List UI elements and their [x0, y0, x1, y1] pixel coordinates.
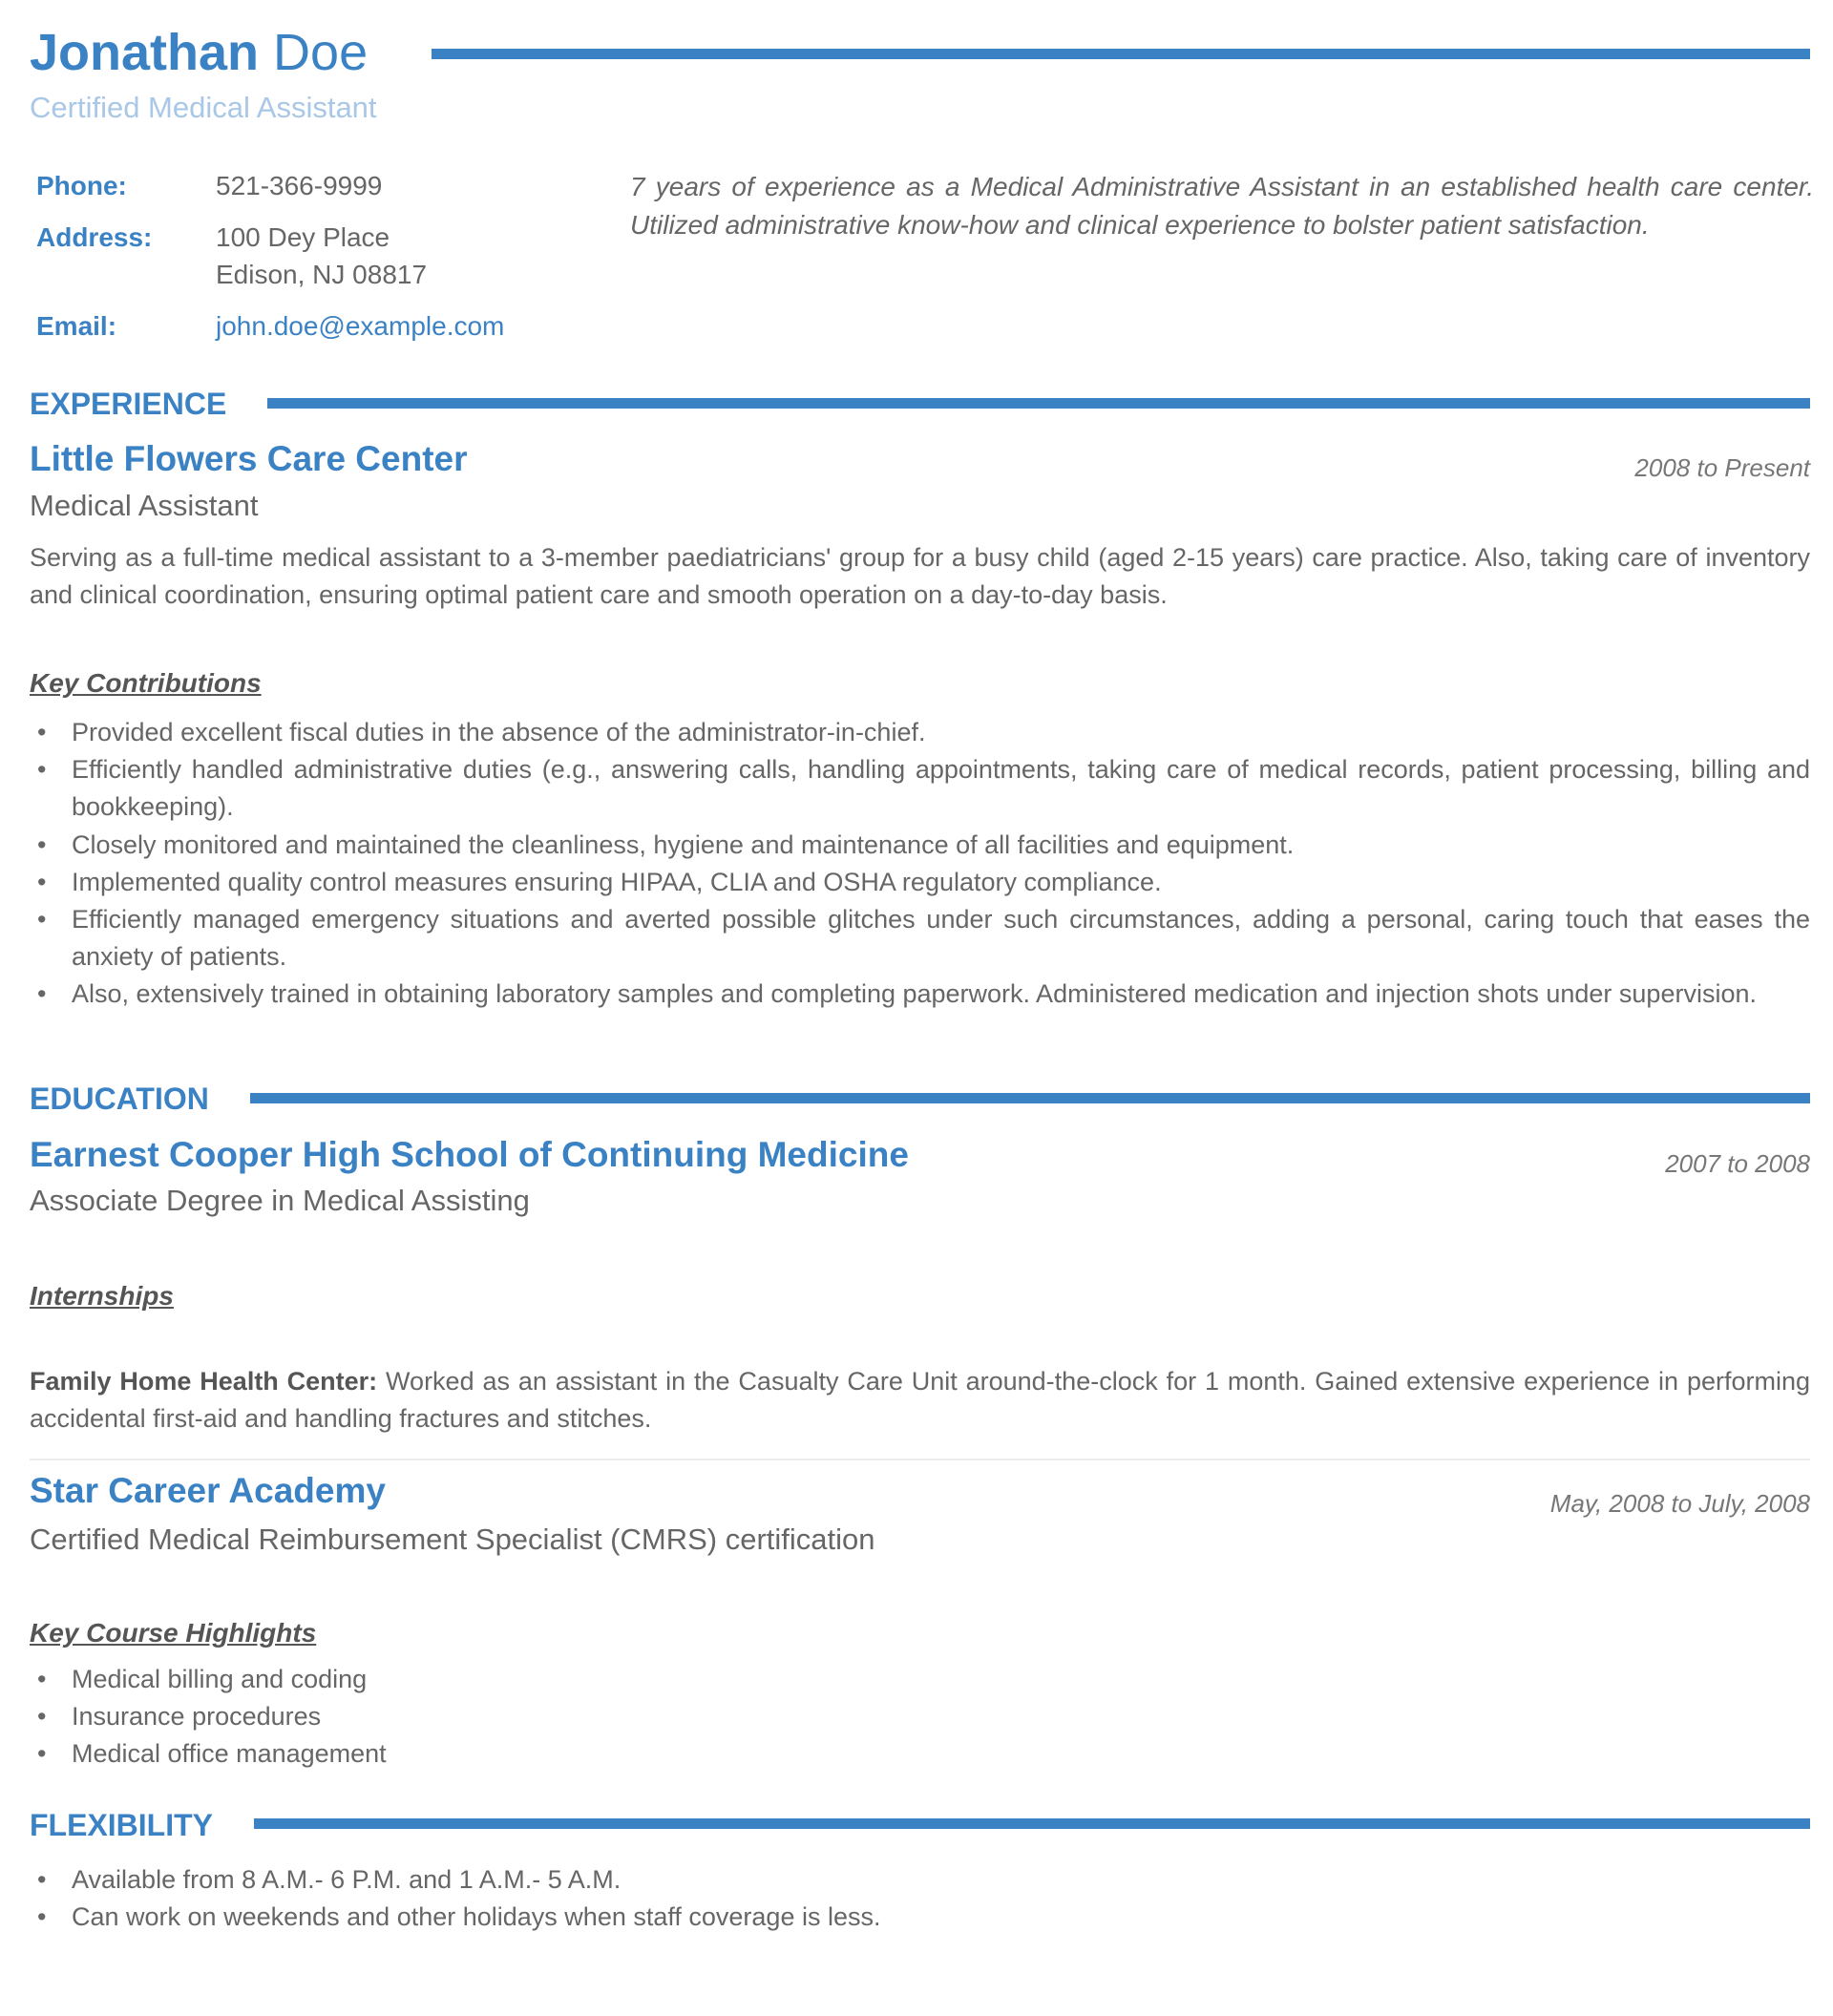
list-item: • Medical office management: [30, 1735, 1810, 1773]
list-item: • Implemented quality control measures ensuring HIPAA, CLIA and OSHA regulatory compliance.: [30, 864, 1810, 901]
candidate-title: Certified Medical Assistant: [30, 91, 377, 124]
address-line2: Edison, NJ 08817: [216, 260, 428, 289]
last-name: Doe: [273, 24, 369, 81]
email-label: Email:: [36, 311, 117, 341]
school1-degree: Associate Degree in Medical Assisting: [30, 1184, 530, 1217]
candidate-name: [30, 21, 368, 84]
school2-dates: May, 2008 to July, 2008: [1549, 1489, 1810, 1518]
address-line1: 100 Dey Place: [216, 222, 390, 252]
education-heading: EDUCATION: [30, 1082, 209, 1116]
experience-org: Little Flowers Care Center: [30, 439, 468, 478]
email-link[interactable]: john.doe@example.com: [216, 311, 505, 341]
divider: [30, 1459, 1810, 1460]
highlights-heading: Key Course Highlights: [30, 1618, 317, 1648]
first-name: Jonathan: [30, 24, 260, 81]
internships-heading: Internships: [30, 1281, 174, 1311]
education-rule: [250, 1093, 1810, 1103]
experience-heading: EXPERIENCE: [30, 387, 227, 421]
school1-name: Earnest Cooper High School of Continuing Medicine: [30, 1135, 909, 1174]
list-item: • Available from 8 A.M.- 6 P.M. and 1 A.M.- 5 A.M.: [30, 1861, 1810, 1899]
contributions-list: [30, 714, 1810, 1014]
experience-rule: [267, 398, 1810, 409]
list-item: • Efficiently handled administrative duties (e.g., answering calls, handling appointments, taking care of medical records, patient processing, billing and bookkeeping).: [30, 751, 1810, 826]
experience-description: Serving as a full-time medical assistant to a 3-member paediatricians' group for a busy child (aged 2-15 years) care practice. Also, taking care of inventory and clinical coordination, ensuring optimal patient care and smooth operation on a day-to-day basis.: [30, 543, 1810, 609]
internship-description: Worked as an assistant in the Casualty Care Unit around-the-clock for 1 month. Gained extensive experience in performing accidental first-aid and handling fractures and stitches.: [30, 1367, 1810, 1433]
phone-label: Phone:: [36, 171, 127, 200]
school1-dates: 2007 to 2008: [1665, 1149, 1810, 1178]
header-rule: [432, 49, 1810, 59]
list-item: • Medical billing and coding: [30, 1661, 1810, 1698]
list-item: • Closely monitored and maintained the cleanliness, hygiene and maintenance of all facilities and equipment.: [30, 827, 1810, 864]
list-item: • Also, extensively trained in obtaining laboratory samples and completing paperwork. Administered medication and injection shots under supervision.: [30, 976, 1810, 1013]
phone-value: 521-366-9999: [216, 171, 383, 200]
list-item: • Provided excellent fiscal duties in the absence of the administrator-in-chief.: [30, 714, 1810, 751]
contributions-heading: Key Contributions: [30, 668, 262, 698]
experience-role: Medical Assistant: [30, 489, 259, 522]
school2-degree: Certified Medical Reimbursement Specialist (CMRS) certification: [30, 1522, 875, 1556]
list-item: • Can work on weekends and other holidays when staff coverage is less.: [30, 1899, 1810, 1936]
experience-dates: 2008 to Present: [1634, 453, 1810, 482]
flexibility-rule: [254, 1818, 1810, 1829]
address-label: Address:: [36, 222, 153, 252]
flexibility-list: [30, 1861, 1810, 1936]
school2-name: Star Career Academy: [30, 1471, 386, 1510]
internship-org: Family Home Health Center:: [30, 1367, 378, 1396]
summary-text: 7 years of experience as a Medical Administrative Assistant in an established health care center. Utilized administrative know-how and clinical experience to bolster patient satisfaction.: [630, 172, 1814, 240]
flexibility-heading: FLEXIBILITY: [30, 1808, 213, 1842]
list-item: • Efficiently managed emergency situations and averted possible glitches under such circumstances, adding a personal, caring touch that eases the anxiety of patients.: [30, 901, 1810, 976]
list-item: • Insurance procedures: [30, 1698, 1810, 1735]
highlights-list: [30, 1661, 1810, 1774]
internship-text: [30, 1363, 1810, 1438]
